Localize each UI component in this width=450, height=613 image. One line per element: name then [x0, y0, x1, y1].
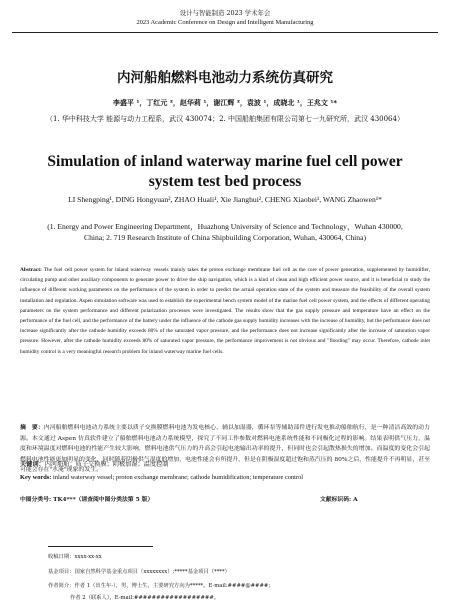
keywords-en	[20, 473, 430, 482]
clc-number: 中图分类号: TK4***（请查阅中图分类法第 5 版）	[20, 497, 154, 503]
footnote-fund: 基金项目：国家自然科学基金重点项目（xxxxxxxx）;*****基金项目（****）	[48, 569, 230, 575]
paper-title-cn: 内河船舶燃料电池动力系统仿真研究	[117, 70, 333, 86]
abstract-cn-label: 摘 要：	[20, 424, 44, 431]
footnote-rule	[48, 546, 153, 547]
abstract-en	[20, 265, 430, 357]
abstract-cn-text: 内河船舶燃料电池动力系统主要以质子交换膜燃料电池为发电核心，辅以加湿器，循环泵等辅助部件进行发电推动船舶航行，是一种清洁高效的动力源。本文通过 Aspen 仿真软件建立了船舶燃料电池动力系统模型，探究了不同工作参数对燃料电池系统性能和不同极化过程的影响。结果表明供气压力，温度和环境温度对燃料电池的性能产生较大影响，燃料电池供气压力的升高会引起电池输出功率的提升，但同时也会引起散热损失的增加。而温度的变化会引起燃料电池性能更加明显的变化，同时随着阴极供气湿度的增加，电池性能会有所提升，但是在阴极湿度超过饱和蒸汽压的 80%之后，性能提升不再明显，甚至可能会存在"水淹"现象的发生。	[20, 425, 431, 473]
keywords-cn-label: 关键词：	[20, 461, 45, 468]
abstract-en-text: The fuel cell power system for inland waterway vessels mainly takes the proton exchange membrane fuel cell as the core of power generation, supplemented by humidifier, circulating pump and other auxiliary components to generate power to drive the ship navigation, which is a kind of clean and high efficient power source, and it is beneficial to study the influence of different working parameters on the performance of the system in order to predict the actual operation state of the system and measure the feasibility of the overall system installation and regulation. Aspen simulation software was used to establish the experimental bench system model of the marine fuel cell power system, and the effects of different operating parameters on the system performance and different polarization processes were investigated. The results show that the gas supply pressure and temperature have an effect on the performance of the fuel cell, and the performance of the battery under the influence of the cathode gas supply humidity increases with the increase of humidity, but the performance does not increase significantly after the cathode humidity exceeds 80% of the saturated vapor pressure, and the performance does not increase significantly after the increase of saturation vapor pressure. However, after the cathode humidity exceeds 80% of saturated vapor pressure, the performance improvement is not obvious and "flooding" may occur. Therefore, cathode inlet humidity control is a very meaningful research problem for inland waterway marine fuel cells.	[20, 267, 430, 355]
footnote-author2: 作者 2（联系人），E-mail:##################。	[70, 595, 220, 601]
footnote-received: 收稿日期：xxxx-xx-xx	[48, 554, 102, 560]
footnote-author1: 作者简介：作者 1（出生年-），男，博士生，主要研究方向为*****。E-mail:####@####；	[48, 583, 274, 589]
abstract-en-label: Abstract:	[20, 267, 42, 273]
keywords-en-text: inland waterway vessel; proton exchange membrane; cathode humidification; temperature control	[53, 474, 304, 481]
paper-title-en: Simulation of inland waterway marine fuel cell power system test bed process	[47, 153, 403, 190]
author-list-en: LI Shengping¹, DING Hongyuan², ZHAO Huali¹, Xie Jianghui², CHENG Xiaobei¹, WANG Zhaowen¹*	[68, 195, 382, 204]
header-rule	[12, 32, 438, 33]
affiliation-cn: （1. 华中科技大学 能源与动力工程系，武汉 430074；2. 中国船舶集团有限公司第七一九研究所，武汉 430064）	[46, 115, 404, 123]
keywords-en-label: Key words:	[20, 474, 52, 481]
document-code: 文献标识码: A	[320, 497, 358, 503]
affiliation-en: (1. Energy and Power Engineering Department，Huazhong University of Science and Technology，Wuhan 430000, China; 2. 719 Research Institute of China Shipbuilding Corporation, Wuhan, 430064, China)	[47, 222, 403, 242]
author-list-cn: 李盛平 ¹，丁红元 ²，赵华莉 ¹，谢江辉 ²，袁波 ¹，成晓北 ¹，王兆文 ¹*	[112, 99, 338, 107]
keywords-cn	[20, 460, 430, 470]
keywords-cn-text: 内河船舶；质子交换膜；阴极加湿；温度控制	[44, 461, 169, 468]
conference-name-cn: 设计与智能制造 2023 学术年会	[179, 9, 271, 17]
conference-name-en: 2023 Academic Conference on Design and Intelligent Manufacturing	[136, 19, 314, 26]
